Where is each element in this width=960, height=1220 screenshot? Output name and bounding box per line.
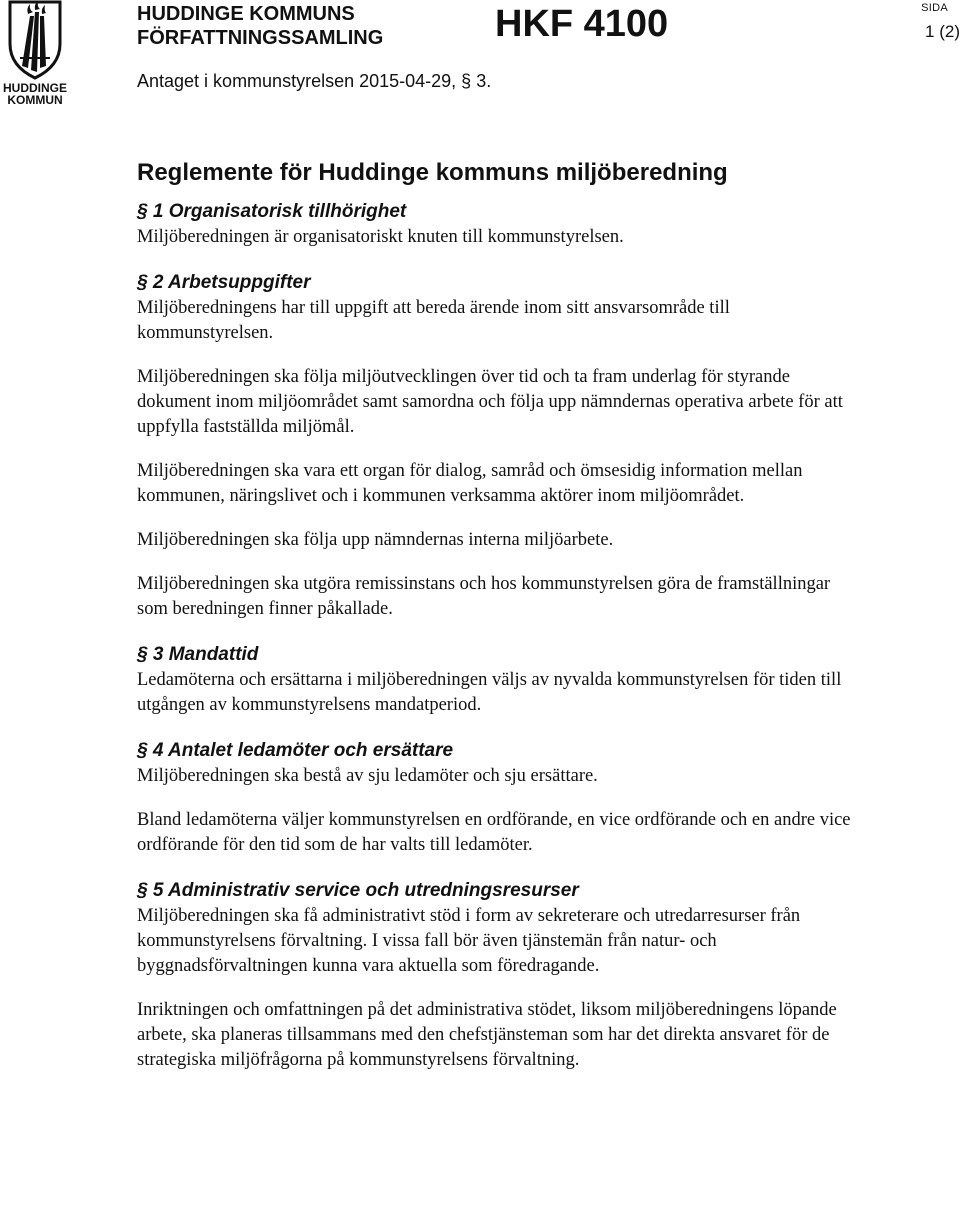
paragraph: Miljöberedningen är organisatoriskt knuten till kommunstyrelsen. <box>137 227 624 247</box>
section-heading: § 1 Organisatorisk tillhörighet <box>137 201 407 222</box>
paragraph: Miljöberedningens har till uppgift att bereda ärende inom sitt ansvarsområde till kommunstyrelsen. <box>137 298 730 343</box>
paragraph: Ledamöterna och ersättarna i miljöberedningen väljs av nyvalda kommunstyrelsen för tiden till utgången av kommunstyrelsens mandatperiod. <box>137 670 842 715</box>
logo-text-line1: HUDDINGE <box>2 81 67 95</box>
section-5 <box>137 879 857 1073</box>
paragraph: Bland ledamöterna väljer kommunstyrelsen en ordförande, en vice ordförande och en andre vice ordförande för den tid som de har valts till ledamöter. <box>137 810 851 855</box>
page-label: SIDA <box>921 2 948 14</box>
document-title: Reglemente för Huddinge kommuns miljöberedning <box>137 159 728 186</box>
section-2 <box>137 271 857 622</box>
paragraph: Miljöberedningen ska få administrativt stöd i form av sekreterare och utredarresurser från kommunstyrelsens förvaltning. I vissa fall bör även tjänstemän från natur- och byggnadsförvaltningen kunna vara aktuella som föredragande. <box>137 906 801 976</box>
document-body <box>137 158 857 1073</box>
section-heading: § 4 Antalet ledamöter och ersättare <box>137 740 454 761</box>
section-4 <box>137 739 857 858</box>
page-number: 1 (2) <box>925 22 960 41</box>
collection-title-line1: HUDDINGE KOMMUNS <box>137 3 355 25</box>
section-heading: § 2 Arbetsuppgifter <box>137 272 311 293</box>
paragraph: Miljöberedningen ska följa miljöutvecklingen över tid och ta fram underlag för styrande dokument inom miljöområdet samt samordna och följa upp nämndernas operativa arbete för att uppfylla fastställda miljömål. <box>137 367 843 437</box>
section-3 <box>137 643 857 718</box>
section-heading: § 5 Administrativ service och utredningsresurser <box>137 880 579 901</box>
document-code: HKF 4100 <box>495 3 669 45</box>
paragraph: Miljöberedningen ska utgöra remissinstans och hos kommunstyrelsen göra de framställningar som beredningen finner påkallade. <box>137 574 831 619</box>
logo-text-line2: KOMMUN <box>7 93 63 107</box>
section-heading: § 3 Mandattid <box>137 644 259 665</box>
paragraph: Miljöberedningen ska följa upp nämndernas interna miljöarbete. <box>137 530 614 550</box>
section-1 <box>137 200 857 250</box>
paragraph: Miljöberedningen ska bestå av sju ledamöter och sju ersättare. <box>137 766 598 786</box>
coat-of-arms-icon <box>0 0 70 80</box>
paragraph: Inriktningen och omfattningen på det administrativa stödet, liksom miljöberedningens löpande arbete, ska planeras tillsammans med den chefstjänsteman som har det direkta ansvaret för de strategiska miljöfrågorna på kommunstyrelsens förvaltning. <box>137 1000 837 1070</box>
adoption-note: Antaget i kommunstyrelsen 2015-04-29, § 3. <box>137 71 492 91</box>
municipality-logo <box>0 0 70 108</box>
collection-title-line2: FÖRFATTNINGSSAMLING <box>137 27 384 49</box>
paragraph: Miljöberedningen ska vara ett organ för dialog, samråd och ömsesidig information mellan kommunen, näringslivet och i kommunen verksamma aktörer inom miljöområdet. <box>137 461 803 506</box>
